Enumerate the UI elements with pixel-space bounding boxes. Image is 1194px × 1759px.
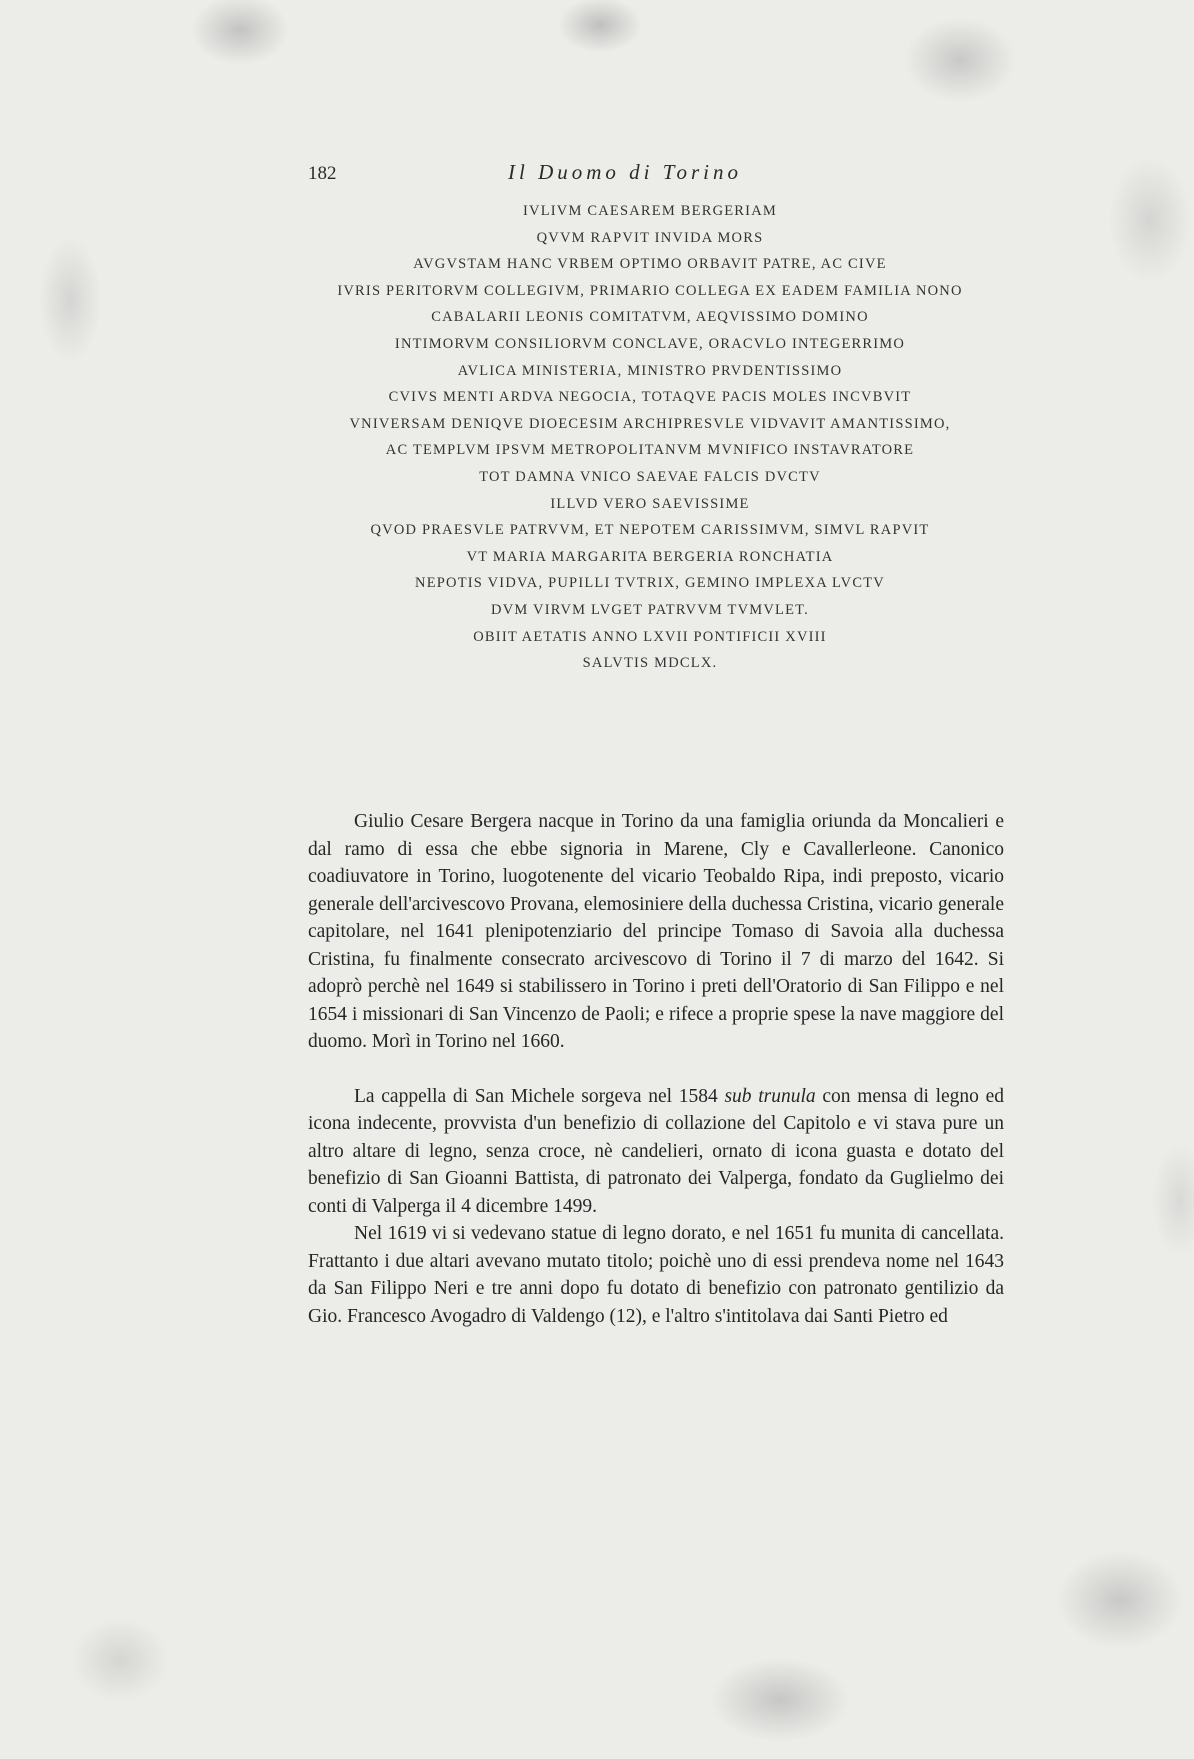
inscription-line: AVGVSTAM HANC VRBEM OPTIMO ORBAVIT PATRE, AC CIVE [413,256,887,273]
inscription-line: VNIVERSAM DENIQVE DIOECESIM ARCHIPRESVLE VIDVAVIT AMANTISSIMO, [349,415,951,432]
inscription-line: CVIVS MENTI ARDVA NEGOCIA, TOTAQVE PACIS MOLES INCVBVIT [388,389,912,406]
inscription-line: QVVM RAPVIT INVIDA MORS [536,229,764,246]
paragraph-altari: Nel 1619 vi si vedevano statue di legno dorato, e nel 1651 fu munita di cancellata. Frattanto i due altari avevano mutato titolo; poichè uno di essi prendeva nome nel 1643 da San Filippo Neri e tre anni dopo fu dotato di benefizio con patronato gentilizio da Gio. Francesco Avogadro di Valdengo (12), e l'altro s'intitolava dai Santi Pietro ed [308,1223,1004,1327]
running-title: Il Duomo di Torino [508,160,743,184]
inscription-line: CABALARII LEONIS COMITATVM, AEQVISSIMO DOMINO [431,309,869,326]
inscription-line: DVM VIRVM LVGET PATRVVM TVMVLET. [491,601,809,618]
body-text [308,808,1004,1330]
inscription-line: IVRIS PERITORVM COLLEGIVM, PRIMARIO COLLEGA EX EADEM FAMILIA NONO [337,282,963,299]
inscription-line: OBIIT AETATIS ANNO LXVII PONTIFICII XVIII [473,628,827,645]
paragraph-cappella-end: con mensa di legno ed icona indecente, provvista d'un benefizio di collazione del Capitolo e vi stava pure un altro altare di legno, senza croce, nè candelieri, ornato di icona guasta e dotato del benefizio di San Gioanni Battista, di patronato dei Valperga, fondato da Guglielmo dei conti di Valperga il 4 dicembre 1499. [308,1085,1004,1217]
inscription-line: ILLVD VERO SAEVISSIME [550,495,750,512]
inscription-line: AVLICA MINISTERIA, MINISTRO PRVDENTISSIMO [457,362,843,379]
inscription-line: TOT DAMNA VNICO SAEVAE FALCIS DVCTV [479,468,821,485]
italic-phrase: sub trunula [724,1085,816,1107]
inscription-line: AC TEMPLVM IPSVM METROPOLITANVM MVNIFICO INSTAVRATORE [385,442,915,459]
inscription-line: NEPOTIS VIDVA, PUPILLI TVTRIX, GEMINO IMPLEXA LVCTV [415,575,885,592]
inscription-line: IVLIVM CAESAREM BERGERIAM [523,203,777,219]
paragraph-cappella-start: La cappella di San Michele sorgeva nel 1584 [354,1085,725,1107]
inscription-line: INTIMORVM CONSILIORVM CONCLAVE, ORACVLO INTEGERRIMO [394,335,906,352]
inscription-line: QVOD PRAESVLE PATRVVM, ET NEPOTEM CARISSIMVM, SIMVL RAPVIT [370,522,930,539]
inscription-line: VT MARIA MARGARITA BERGERIA RONCHATIA [466,548,834,565]
page-header [308,160,1008,185]
paragraph-cappella [308,1083,1004,1221]
page-number: 182 [308,163,337,184]
paragraph-bergera: Giulio Cesare Bergera nacque in Torino da una famiglia oriunda da Moncalieri e dal ramo di essa che ebbe signoria in Marene, Cly e Cavallerleone. Canonico coadiuvatore in Torino, luogotenente del vicario Teobaldo Ripa, indi preposto, vicario generale dell'arcivescovo Provana, elemosiniere della duchessa Cristina, vicario generale capitolare, nel 1641 plenipotenziario del principe Tomaso di Savoia alla duchessa Cristina, fu finalmente consecrato arcivescovo di Torino il 7 di marzo del 1642. Si adoprò perchè nel 1649 si stabilissero in Torino i preti dell'Oratorio di San Filippo e nel 1654 i missionari di San Vincenzo de Paoli; e rifece a proprie spese la nave maggiore del duomo. Morì in Torino nel 1660. [308,811,1004,1052]
latin-inscription [290,198,1010,677]
inscription-line: SALVTIS MDCLX. [582,655,718,672]
